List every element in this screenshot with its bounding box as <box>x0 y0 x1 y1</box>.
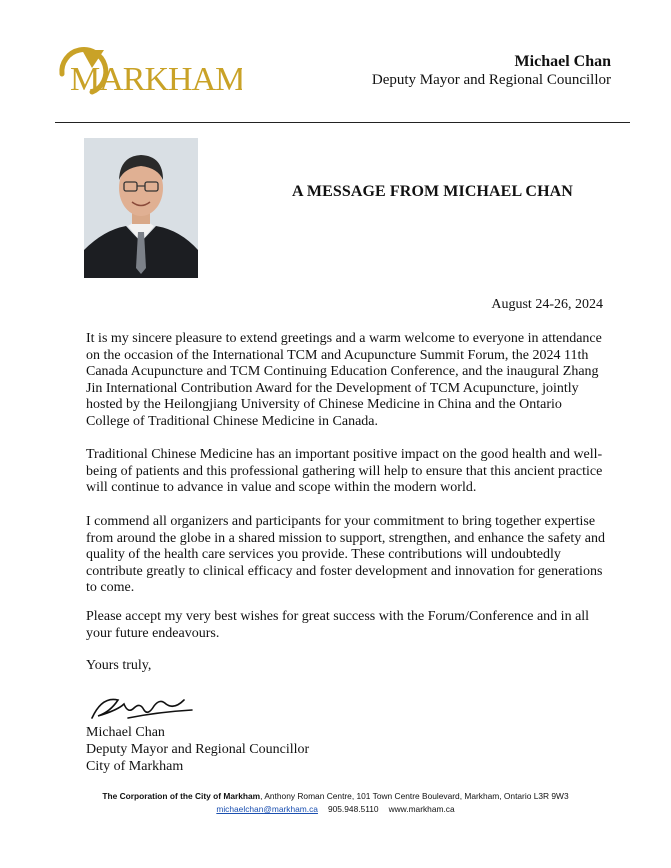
portrait-photo <box>84 138 198 278</box>
footer-phone: 905.948.5110 <box>327 804 379 814</box>
paragraph-3: I commend all organizers and participants for your commitment to bring together expertise from around the globe in a shared mission to support, strengthen, and enhance the safety and quality of the health care services you provide. These contributions will undoubtedly contribute greatly to clinical efficacy and foster development and innovation for generations to come. <box>86 514 606 595</box>
signature-name: Michael Chan <box>86 725 165 740</box>
footer-contact-line <box>0 804 671 814</box>
footer-address: , Anthony Roman Centre, 101 Town Centre Boulevard, Markham, Ontario L3R 9W3 <box>260 791 569 801</box>
closing-text: Yours truly, <box>86 658 152 673</box>
header-name: Michael Chan <box>514 53 611 70</box>
signature-title: Deputy Mayor and Regional Councillor <box>86 742 310 757</box>
footer-address-line <box>0 791 671 801</box>
message-title: A MESSAGE FROM MICHAEL CHAN <box>292 183 573 200</box>
logo-wordmark: MARKHAM <box>70 61 242 98</box>
signature-org: City of Markham <box>86 759 184 774</box>
paragraph-4: Please accept my very best wishes for great success with the Forum/Conference and in all your future endeavours. <box>86 609 590 641</box>
footer-email-link[interactable]: michaelchan@markham.ca <box>216 804 318 814</box>
paragraph-1: It is my sincere pleasure to extend greetings and a warm welcome to everyone in attendance on the occasion of the International TCM and Acupuncture Summit Forum, the 2024 11th Canada Acupuncture and TCM Continuing Education Conference, and the inaugural Zhang Jin International Contribution Award for the Development of TCM Acupuncture, jointly hosted by the Heilongjiang University of Chinese Medicine in China and the Ontario College of Traditional Chinese Medicine in Canada. <box>86 331 602 429</box>
footer-corporation: The Corporation of the City of Markham <box>102 791 261 801</box>
handwritten-signature <box>88 690 198 724</box>
footer-website[interactable]: www.markham.ca <box>388 804 455 814</box>
markham-logo <box>52 44 242 104</box>
header-divider <box>55 122 630 123</box>
letter-date: August 24-26, 2024 <box>491 297 603 312</box>
paragraph-2: Traditional Chinese Medicine has an important positive impact on the good health and well-being of patients and this professional gathering will help to ensure that this ancient practice will continue to advance in value and scope within the modern world. <box>86 447 603 495</box>
signature-block <box>86 724 309 775</box>
header-title: Deputy Mayor and Regional Councillor <box>371 72 611 88</box>
